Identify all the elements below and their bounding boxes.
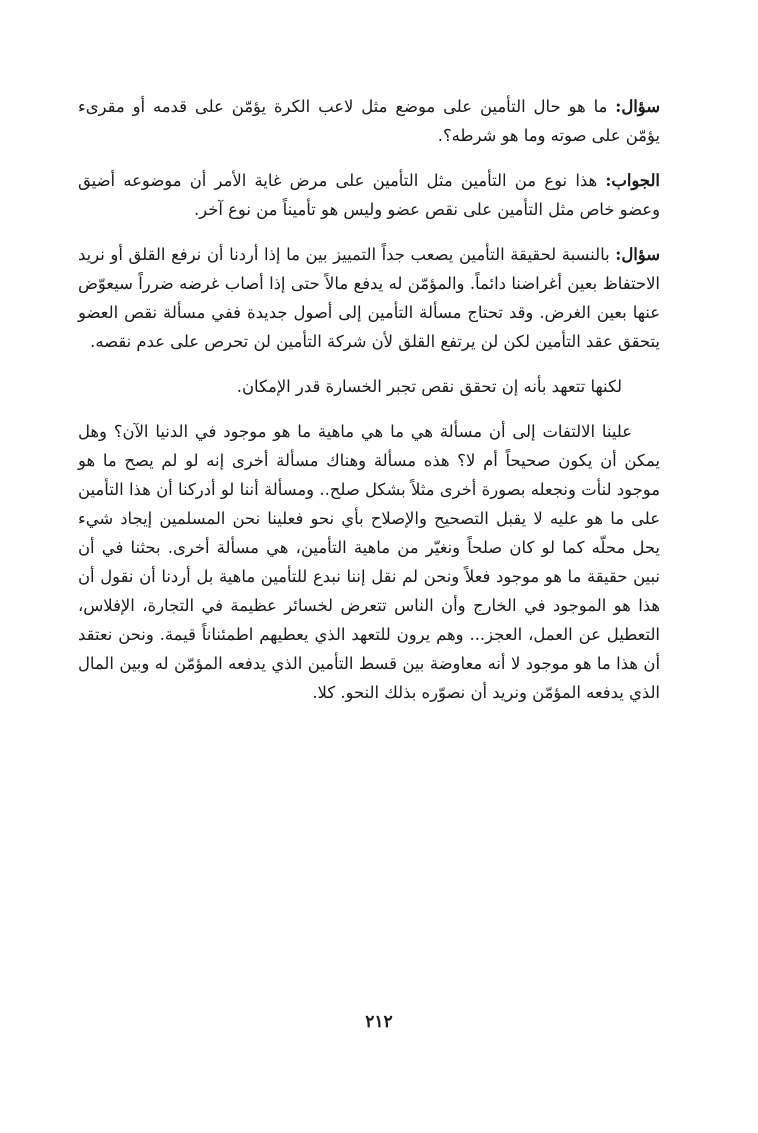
page-number: ٢١٢: [365, 1012, 393, 1032]
document-body: [78, 92, 660, 723]
answer-text: هذا نوع من التأمين مثل التأمين على مرض غاية الأمر أن موضوعه أضيق وعضو خاص مثل التأمين على نقص عضو وليس هو تأميناً من نوع آخر.: [78, 171, 660, 219]
question-label: سؤال:: [615, 97, 660, 116]
question-paragraph-2: [78, 240, 660, 356]
question-paragraph-1: [78, 92, 660, 150]
answer-paragraph-1: [78, 166, 660, 224]
discussion-text: علينا الالتفات إلى أن مسألة هي ما هي ماهية ما هو موجود في الدنيا الآن؟ وهل يمكن أن يكون صحيحاً أم لا؟ هذه مسألة وهناك مسألة أخرى إنه لو لم يصح ما هو موجود لنأت ونجعله بصورة أخرى مثلاً بشكل صلح.. ومسألة أننا لو أدركنا أن هذا التأمين على ما هو عليه لا يقبل التصحيح والإصلاح بأي نحو فعلينا نحن المسلمين إيجاد شيء يحل محلّه كما لو كان صلحاً ونغيّر من ماهية التأمين، هي مسألة أخرى. بحثنا في أن نبين حقيقة ما هو موجود فعلاً ونحن لم نقل إننا نبدع للتأمين ماهية بل أردنا أن نقول أن هذا هو الموجود في الخارج وأن الناس تتعرض لخسائر عظيمة في التجارة، الإفلاس، التعطيل عن العمل، العجز... وهم يرون للتعهد الذي يعطيهم اطمئناناً قيمة. ونحن نعتقد أن هذا ما هو موجود لا أنه معاوضة بين قسط التأمين الذي يدفعه المؤمّن له وبين المال الذي يدفعه المؤمّن ونريد أن نصوّره بذلك النحو. كلا.: [78, 422, 660, 702]
question-text: بالنسبة لحقيقة التأمين يصعب جداً التمييز بين ما إذا أردنا أن نرفع القلق أو نريد الاحتفاظ بعين أغراضنا دائماً. والمؤمّن له يدفع مالاً حتى إذا أصاب غرضه ضرراً سيعوّض عنها بعين الغرض. وقد تحتاج مسألة التأمين إلى أصول جديدة ففي مسألة نقص العضو يتحقق عقد التأمين لكن لن يرتفع القلق لأن شركة التأمين لن تحرص على عدم نقصه.: [78, 245, 660, 351]
question-label: سؤال:: [615, 245, 660, 264]
answer-short-text: لكنها تتعهد بأنه إن تحقق نقص تجبر الخسارة قدر الإمكان.: [236, 377, 622, 396]
question-text: ما هو حال التأمين على موضع مثل لاعب الكرة يؤمّن على قدمه أو مقرىء يؤمّن على صوته وما هو شرطه؟.: [78, 97, 660, 145]
answer-label: الجواب:: [605, 171, 660, 190]
answer-short-paragraph: [78, 372, 660, 401]
discussion-paragraph: [78, 417, 660, 707]
